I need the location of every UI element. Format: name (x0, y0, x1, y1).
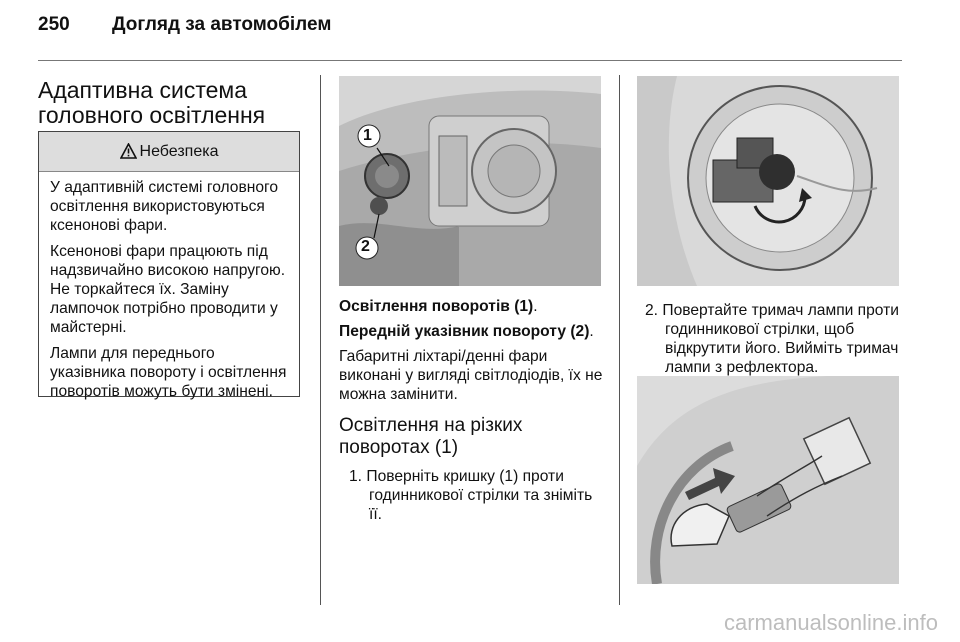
page-header (38, 14, 331, 36)
bulb-removal-illustration (637, 376, 899, 584)
step-1: 1. Поверніть кришку (1) проти годинникової стрілки та зніміть її. (349, 468, 593, 523)
cornering-heading-line1: Освітлення на різких (339, 415, 523, 436)
danger-label: Небезпека (139, 143, 219, 160)
bulb-holder-illustration (637, 76, 899, 286)
danger-paragraph-1: У адаптивній системі головного освітлення використовуються ксенонові фари. (50, 179, 279, 234)
column-divider-2 (619, 75, 620, 605)
caption-front-indicator: Передній указівник повороту (2). (339, 323, 594, 340)
step-2: 2. Повертайте тримач лампи проти годинникової стрілки, щоб відкрутити його. Вийміть тримач лампи з рефлектора. (645, 302, 899, 376)
caption-turn-light: Освітлення поворотів (1). (339, 298, 538, 315)
page-number: 250 (38, 14, 70, 35)
middle-text (339, 297, 609, 524)
section-title-line1: Адаптивна система (38, 77, 248, 103)
danger-paragraph-2: Ксенонові фари працюють під надзвичайно високою напругою. Не торкайтеся їх. Заміну лампочок потрібно проводити у майстерні. (50, 243, 286, 336)
danger-box-body (39, 172, 299, 401)
watermark: carmanualsonline.info (723, 610, 938, 635)
section-title-line2: головного освітлення (38, 102, 266, 128)
callout-2-label: 2 (361, 238, 370, 255)
chapter-title: Догляд за автомобілем (112, 14, 332, 35)
section-title (38, 78, 308, 128)
bulb-holder-figure (637, 76, 899, 286)
danger-box-header (39, 132, 299, 172)
headlamp-rear-figure (339, 76, 601, 286)
callout-1-label: 1 (363, 127, 372, 144)
danger-box (38, 131, 300, 400)
warning-triangle-icon (120, 143, 137, 159)
right-text (641, 301, 903, 377)
headlamp-rear-illustration (339, 76, 601, 286)
header-rule (38, 60, 902, 61)
danger-paragraph-3: Лампи для переднього указівника повороту і освітлення поворотів можуть бути змінені. (50, 345, 287, 400)
led-note: Габаритні ліхтарі/денні фари виконані у вигляді світлодіодів, їх не можна замінити. (339, 348, 603, 403)
cornering-heading-line2: поворотах (1) (339, 437, 459, 458)
column-divider-1 (320, 75, 321, 605)
bulb-removal-figure (637, 376, 899, 584)
